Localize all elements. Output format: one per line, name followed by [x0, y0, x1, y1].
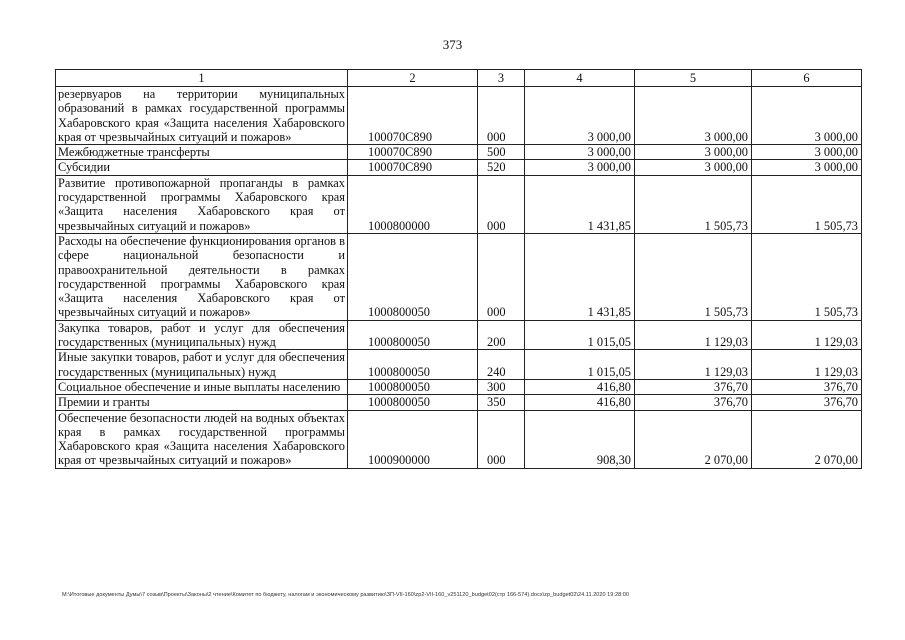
table-row — [56, 175, 862, 233]
row-amount-1: 3 000,00 — [525, 145, 635, 160]
header-col-2: 2 — [348, 70, 478, 87]
row-expense-type: 240 — [478, 350, 525, 380]
row-amount-1: 3 000,00 — [525, 87, 635, 145]
row-amount-3: 3 000,00 — [752, 160, 862, 175]
row-target-code: 1000900000 — [348, 410, 478, 468]
row-target-code: 100070С890 — [348, 87, 478, 145]
table-row — [56, 379, 862, 394]
row-amount-1: 416,80 — [525, 379, 635, 394]
row-amount-2: 1 129,03 — [635, 320, 752, 350]
table-row — [56, 395, 862, 410]
row-amount-1: 1 431,85 — [525, 233, 635, 320]
row-amount-3: 3 000,00 — [752, 145, 862, 160]
table-row — [56, 350, 862, 380]
row-target-code: 100070С890 — [348, 160, 478, 175]
row-amount-3: 3 000,00 — [752, 87, 862, 145]
header-col-1: 1 — [56, 70, 348, 87]
row-amount-2: 1 505,73 — [635, 233, 752, 320]
row-description: резервуаров на территории муниципальных образований в рамках государственной программы Хабаровского края «Защита населения Хабаровского края от чрезвычайных ситуаций и пожаров» — [56, 87, 348, 145]
row-amount-1: 416,80 — [525, 395, 635, 410]
header-col-6: 6 — [752, 70, 862, 87]
row-target-code: 1000800050 — [348, 350, 478, 380]
file-path-footer: M:\Итоговые документы Думы\7 созыв\Проекты\Законы\2 чтение\Комитет по бюджету, налогам и экономическому развитию\ЗП-VII-160\zp2-VII-160_v251120_budget02(стр 166-574).docx\zp_budget02\24.11.2020 19:28:00 — [62, 592, 629, 598]
table-row — [56, 145, 862, 160]
row-amount-3: 1 129,03 — [752, 320, 862, 350]
row-amount-2: 3 000,00 — [635, 160, 752, 175]
row-expense-type: 200 — [478, 320, 525, 350]
row-amount-3: 376,70 — [752, 395, 862, 410]
row-expense-type: 520 — [478, 160, 525, 175]
table-row — [56, 233, 862, 320]
table-row — [56, 320, 862, 350]
table-row — [56, 410, 862, 468]
row-description: Развитие противопожарной пропаганды в рамках государственной программы Хабаровского края «Защита населения Хабаровского края от чрезвычайных ситуаций и пожаров» — [56, 175, 348, 233]
row-amount-2: 2 070,00 — [635, 410, 752, 468]
row-description: Социальное обеспечение и иные выплаты населению — [56, 379, 348, 394]
row-amount-2: 3 000,00 — [635, 87, 752, 145]
budget-table — [55, 69, 862, 469]
row-description: Межбюджетные трансферты — [56, 145, 348, 160]
row-target-code: 1000800000 — [348, 175, 478, 233]
row-amount-3: 1 129,03 — [752, 350, 862, 380]
row-amount-1: 1 015,05 — [525, 320, 635, 350]
row-amount-2: 376,70 — [635, 379, 752, 394]
table-row — [56, 87, 862, 145]
row-amount-3: 376,70 — [752, 379, 862, 394]
page-number: 373 — [442, 37, 463, 52]
row-amount-1: 1 015,05 — [525, 350, 635, 380]
row-target-code: 1000800050 — [348, 395, 478, 410]
header-row — [56, 70, 862, 87]
row-amount-2: 376,70 — [635, 395, 752, 410]
row-amount-2: 1 129,03 — [635, 350, 752, 380]
row-expense-type: 300 — [478, 379, 525, 394]
row-target-code: 1000800050 — [348, 379, 478, 394]
row-target-code: 100070С890 — [348, 145, 478, 160]
row-amount-2: 1 505,73 — [635, 175, 752, 233]
row-description: Субсидии — [56, 160, 348, 175]
row-amount-1: 3 000,00 — [525, 160, 635, 175]
row-amount-2: 3 000,00 — [635, 145, 752, 160]
row-expense-type: 350 — [478, 395, 525, 410]
row-amount-3: 1 505,73 — [752, 175, 862, 233]
row-expense-type: 500 — [478, 145, 525, 160]
row-expense-type: 000 — [478, 233, 525, 320]
table-row — [56, 160, 862, 175]
row-expense-type: 000 — [478, 410, 525, 468]
row-amount-3: 2 070,00 — [752, 410, 862, 468]
row-amount-1: 908,30 — [525, 410, 635, 468]
row-amount-1: 1 431,85 — [525, 175, 635, 233]
header-col-5: 5 — [635, 70, 752, 87]
row-description: Обеспечение безопасности людей на водных объектах края в рамках государственной программы Хабаровского края «Защита населения Хабаровского края от чрезвычайных ситуаций и пожаров» — [56, 410, 348, 468]
row-expense-type: 000 — [478, 175, 525, 233]
row-target-code: 1000800050 — [348, 233, 478, 320]
header-col-3: 3 — [478, 70, 525, 87]
row-target-code: 1000800050 — [348, 320, 478, 350]
header-col-4: 4 — [525, 70, 635, 87]
row-description: Закупка товаров, работ и услуг для обеспечения государственных (муниципальных) нужд — [56, 320, 348, 350]
row-description: Иные закупки товаров, работ и услуг для обеспечения государственных (муниципальных) нужд — [56, 350, 348, 380]
row-expense-type: 000 — [478, 87, 525, 145]
row-amount-3: 1 505,73 — [752, 233, 862, 320]
row-description: Расходы на обеспечение функционирования органов в сфере национальной безопасности и правоохранительной деятельности в рамках государственной программы Хабаровского края «Защита населения Хабаровского края от чрезвычайных ситуаций и пожаров» — [56, 233, 348, 320]
row-description: Премии и гранты — [56, 395, 348, 410]
